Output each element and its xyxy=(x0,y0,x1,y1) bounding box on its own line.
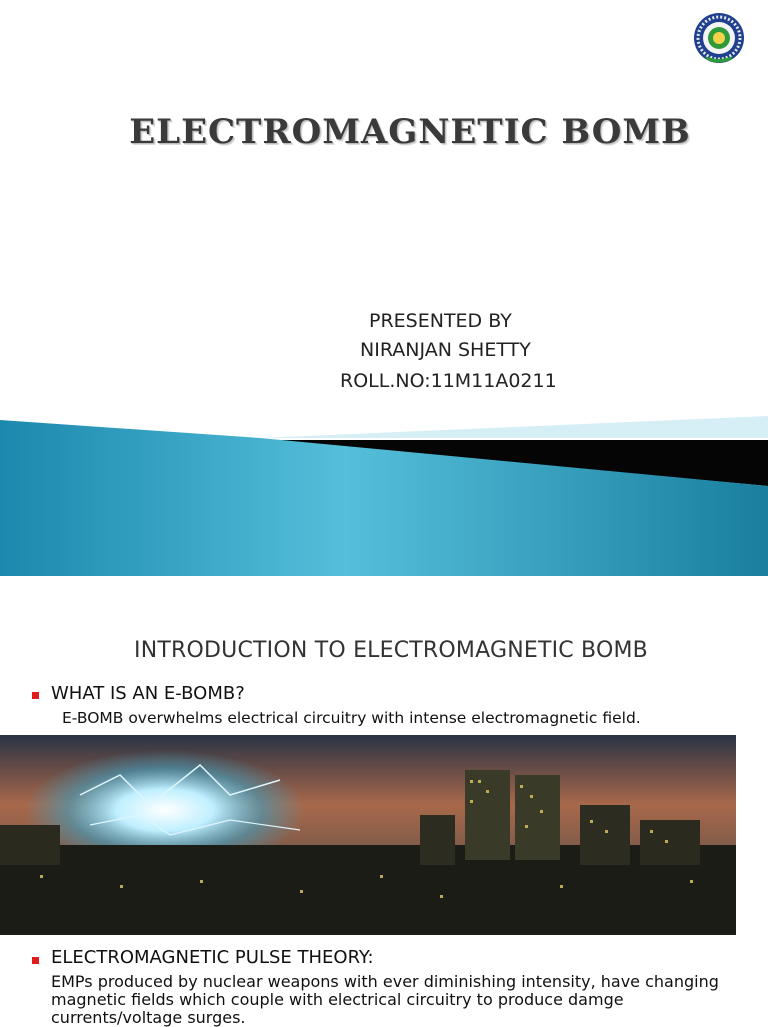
bullet-what-is-ebomb: WHAT IS AN E-BOMB? xyxy=(51,683,245,704)
presenter-name: NIRANJAN SHETTY xyxy=(360,339,531,361)
decorative-banner xyxy=(0,416,768,580)
college-seal-icon xyxy=(693,12,745,64)
bullet-marker xyxy=(32,957,39,964)
ebomb-description: E-BOMB overwhelms electrical circuitry with intense electromagnetic field. xyxy=(62,709,641,727)
bullet-emp-theory: ELECTROMAGNETIC PULSE THEORY: xyxy=(51,947,374,968)
emp-theory-description: EMPs produced by nuclear weapons with ever diminishing intensity, have changing magnetic fields which couple with electrical circuitry to produce damge currents/voltage surges. xyxy=(51,972,719,1027)
roll-number: ROLL.NO:11M11A0211 xyxy=(340,370,557,392)
bullet-marker xyxy=(32,692,39,699)
presented-by-label: PRESENTED BY xyxy=(369,310,512,332)
slide-title: ELECTROMAGNETIC BOMB xyxy=(129,112,691,152)
city-electromagnetic-blast-image xyxy=(0,735,736,935)
intro-heading: INTRODUCTION TO ELECTROMAGNETIC BOMB xyxy=(134,638,648,663)
